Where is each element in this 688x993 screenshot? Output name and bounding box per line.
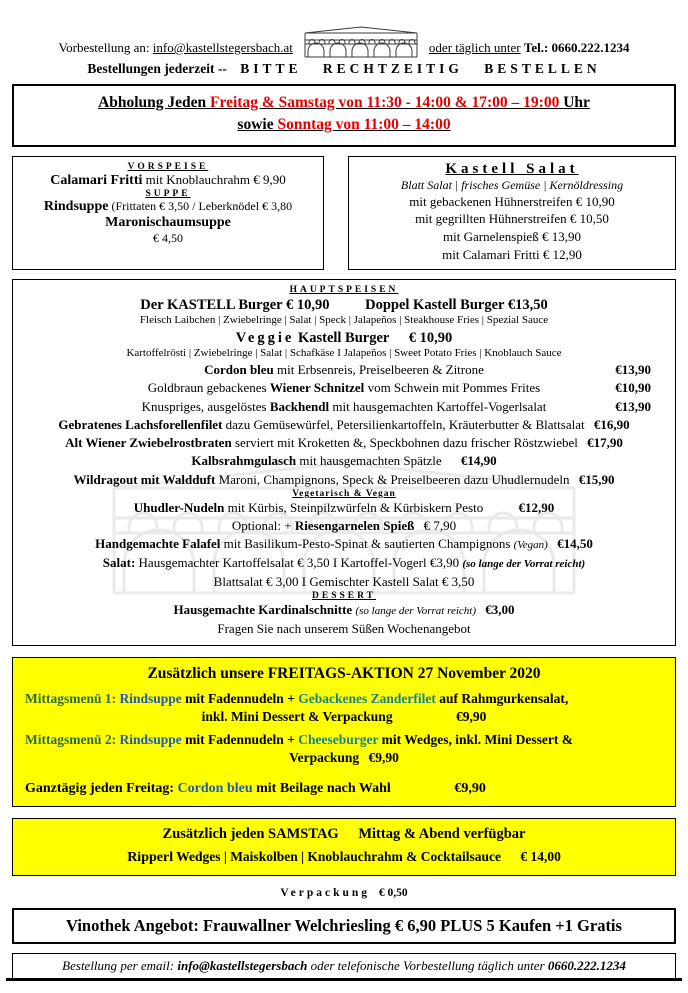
saturday-title-pre: Zusätzlich jeden SAMSTAG [162,826,339,842]
doppel-burger-price: €13,50 [507,297,548,314]
menu1-main: Gebackenes Zanderfilet [298,691,436,707]
menu2-tail: mit Wedges, inkl. Mini Dessert & [381,731,574,747]
item-name: Handgemachte Falafel [95,536,221,552]
pickup-uhr: Uhr [563,94,590,111]
main-item-zwiebelrostbraten [23,434,665,452]
order-spaced-text: BITTE RECHTZEITIG BESTELLEN [240,61,601,76]
item-price: € 14,00 [520,849,561,864]
main-item-kalbsrahmgulasch [23,452,665,470]
item-desc: dazu Gemüsewürfel, Petersilienkartoffeln, Kräuterbutter & Blattsalat [225,416,585,432]
mains-box [12,279,676,646]
vegetarian-section-title: Vegetarisch & Vegan [292,488,396,499]
salad-box [348,156,676,270]
menu2-main: Cheeseburger [298,731,379,747]
item-desc: mit hausgemachten Kartoffel-Vogerlsalat [332,398,547,414]
item-price: €16,90 [593,416,630,432]
packaging-line [12,887,676,899]
item-pre: Optional: + [231,518,292,534]
salat-text-2: Blattsalat € 3,00 I Gemischter Kastell Salat € 3,50 [213,573,475,589]
ripperl-item [25,849,663,866]
salat-label: Salat: [102,555,136,571]
salad-option-3: mit Garnelenspieß € 13,90 [443,229,581,245]
pickup-times-sun: Sonntag von 11:00 – 14:00 [277,116,451,134]
item-price: €17,90 [587,435,623,451]
item-name: Riesengarnelen Spieß [294,518,415,534]
item-price: €3,00 [485,602,515,618]
menu2-mid: mit Fadennudeln + [185,731,295,747]
item-price: €14,90 [460,453,497,469]
dessert-title: DESSERT [312,591,376,602]
castle-bridge-logo [302,24,420,58]
menu1-line2-text: inkl. Mini Dessert & Verpackung [201,709,393,725]
burger-desc: Fleisch Laibchen | Zwiebelringe | Salat | Speck | Jalapeños | Steakhouse Fries | Spezial Sauce [139,314,549,327]
rindsuppe-item [19,199,317,215]
item-price: €10,90 [615,380,651,396]
main-item-lachsforellenfilet [23,416,665,434]
salad-subtitle: Blatt Salat | frisches Gemüse | Kernöldressing [400,177,624,192]
vinothek-offer-text: Vinothek Angebot: Frauwallner Welchriesling € 6,90 PLUS 5 Kaufen +1 Gratis [66,916,622,935]
starters-salads-row [12,156,676,270]
menu1-price: €9,90 [455,709,487,725]
kastell-burger-name: Der KASTELL Burger [140,297,283,314]
salat-note: (so lange der Vorrat reicht) [462,558,586,571]
calamari-desc: mit Knoblauchrahm € 9,90 [145,171,286,187]
salad-title: Kastell Salat [445,160,579,177]
item-pre: Knuspriges, ausgelöstes [141,398,267,414]
calamari-item [19,172,317,189]
veggie-price: € 10,90 [408,330,453,347]
main-item-wildragout [23,471,665,489]
footer-order-line [12,953,676,980]
menu2-soup: Rindsuppe [119,731,182,747]
packaging-label: Verpackung [280,887,371,899]
burger-line [23,295,665,314]
lunch-menu-2-line [25,731,663,749]
saturday-special-box [12,818,676,876]
veg-item-falafel [23,535,665,554]
item-name: Kalbsrahmgulasch [191,453,297,469]
suppe-title: SUPPE [145,188,191,199]
saturday-title-post: Mittag & Abend verfügbar [358,826,526,842]
main-item-cordon-bleu [23,361,665,379]
veggie-desc: Kartoffelrösti | Zwiebelringe | Salat | Schafkäse I Jalapeños | Sweet Potato Fries | Knoblauch Sauce [126,347,562,360]
preorder-label-text: Vorbestellung an: [58,40,150,55]
main-item-backhendl [23,398,665,416]
salad-option-1: mit gebackenen Hühnerstreifen € 10,90 [409,193,615,209]
vegan-note: (Vegan) [513,539,548,552]
pickup-sowie: sowie [237,116,274,134]
saturday-title [25,826,663,843]
allday-label: Ganztägig jeden Freitag: [25,781,175,796]
item-name: Cordon bleu [204,362,274,378]
footer-mid1: per email: [120,958,175,973]
allday-price: €9,90 [454,781,486,796]
hauptspeisen-title: HAUPTSPEISEN [289,285,399,296]
allday-dish: Cordon bleu [177,781,253,796]
salad-option-4: mit Calamari Fritti € 12,90 [442,246,582,262]
item-price: €13,90 [615,362,651,378]
kastell-burger-price: € 10,90 [285,297,330,314]
weekly-sweets-note: Fragen Sie nach unserem Süßen Wochenangebot [217,620,471,636]
order-anytime-line [12,61,676,77]
maronisuppe-name: Maronischaumsuppe [105,214,231,230]
menu1-soup: Rindsuppe [119,691,182,707]
item-price: €13,90 [615,398,651,414]
salat-line-2 [23,573,665,591]
vorspeise-title: VORSPEISE [127,161,209,172]
item-pre: Goldbraun gebackenes [147,380,267,396]
item-desc: Maroni, Champignons, Speck & Preiselbeeren dazu Uhudlernudeln [218,471,570,487]
item-desc: serviert mit Kroketten &, Speckbohnen dazu frischer Röstzwiebel [234,435,578,451]
veg-item-riesengarnelen [23,517,665,535]
salad-option-2: mit gegrillten Hühnerstreifen € 10,50 [415,211,609,227]
footer-phone: 0660.222.1234 [547,958,626,973]
footer-email: info@kastellstegersbach [177,958,308,973]
pickup-times-box [12,84,676,147]
contact-after-logo [429,40,630,57]
main-item-wiener-schnitzel [23,379,665,397]
footer-mid2: oder telefonische Vorbestellung täglich unter [310,958,545,973]
item-name: Alt Wiener Zwiebelrostbraten [65,435,232,451]
menu1-label: Mittagsmenü 1: [25,691,117,707]
packaging-price: € 0,50 [378,887,408,899]
pickup-lead: Abholung Jeden [98,94,207,111]
friday-special-box [12,657,676,807]
vinothek-offer-box [12,908,676,944]
allday-desc: mit Beilage nach Wahl [256,781,391,796]
preorder-email-link[interactable]: info@kastellstegersbach.at [152,40,293,55]
allday-friday-line [25,781,663,797]
rindsuppe-name: Rindsuppe [43,198,109,214]
dessert-item [23,601,665,620]
item-name: Hausgemachte Kardinalschnitte [173,602,353,618]
order-anytime-text: Bestellungen jederzeit -- [87,61,227,76]
pickup-line-1 [18,92,670,114]
item-name: Gebratenes Lachsforellenfilet [58,416,223,432]
item-desc: vom Schwein mit Pommes Frites [367,380,541,396]
starters-box [12,156,324,270]
veg-item-uhudler-nudeln [23,499,665,517]
footer-pre: Bestellung [62,958,118,973]
item-price: €15,90 [578,471,615,487]
menu1-tail: auf Rahmgurkensalat, [439,691,569,707]
header-contact-line [12,24,676,57]
item-name: Uhudler-Nudeln [133,499,225,515]
item-price: € 7,90 [423,518,457,534]
bottom-rule [6,978,682,981]
veggie-rest: Kastell Burger [297,330,390,347]
maronisuppe-price: € 4,50 [153,230,183,245]
lunch-menu-2-line-2 [25,749,663,767]
calamari-name: Calamari Fritti [50,172,143,188]
lunch-menu-1-line [25,690,663,708]
doppel-burger-name: Doppel Kastell Burger [365,297,505,314]
preorder-label [58,40,292,57]
pickup-line-2 [18,114,670,136]
menu2-line2-text: Verpackung [289,749,360,765]
pickup-times-fri-sat: Freitag & Samstag von 11:30 - 14:00 & 17:00 – 19:00 [210,94,560,111]
veggie-word: Veggie [235,330,295,347]
item-name: Ripperl [127,850,174,865]
menu1-mid: mit Fadennudeln + [185,691,295,707]
after-logo-text: oder täglich unter [428,40,521,55]
item-price: €14,50 [557,536,593,552]
salat-text: Hausgemachter Kartoffelsalat € 3,50 I Kartoffel-Vogerl €3,90 [138,555,460,571]
friday-title: Zusätzlich unsere FREITAGS-AKTION 27 November 2020 [147,665,541,683]
item-price: €12,90 [518,499,555,515]
item-name: Backhendl [269,398,330,414]
menu2-price: €9,90 [368,749,399,765]
salat-line-1 [23,554,665,573]
item-name: Wiener Schnitzel [269,380,365,396]
item-desc: mit Kürbis, Steinpilzwürfeln & Kürbiskern Pesto [227,499,484,515]
dessert-note: (so lange der Vorrat reicht) [355,605,477,618]
veggie-burger-line [23,328,665,347]
item-desc: mit Basilikum-Pesto-Spinat & sautierten Champignons [223,536,511,552]
lunch-menu-1-line-2 [25,708,663,726]
item-desc: mit hausgemachten Spätzle [299,453,442,469]
phone-number: Tel.: 0660.222.1234 [523,40,630,55]
menu2-label: Mittagsmenü 2: [25,731,117,747]
item-name: Wildragout mit Waldduft [73,471,216,487]
item-desc: mit Erbsenreis, Preiselbeeren & Zitrone [277,362,484,378]
item-desc: Wedges | Maiskolben | Knoblauchrahm & Cocktailsauce [176,849,501,864]
rindsuppe-desc: (Frittaten € 3,50 / Leberknödel € 3,80 [111,198,293,213]
